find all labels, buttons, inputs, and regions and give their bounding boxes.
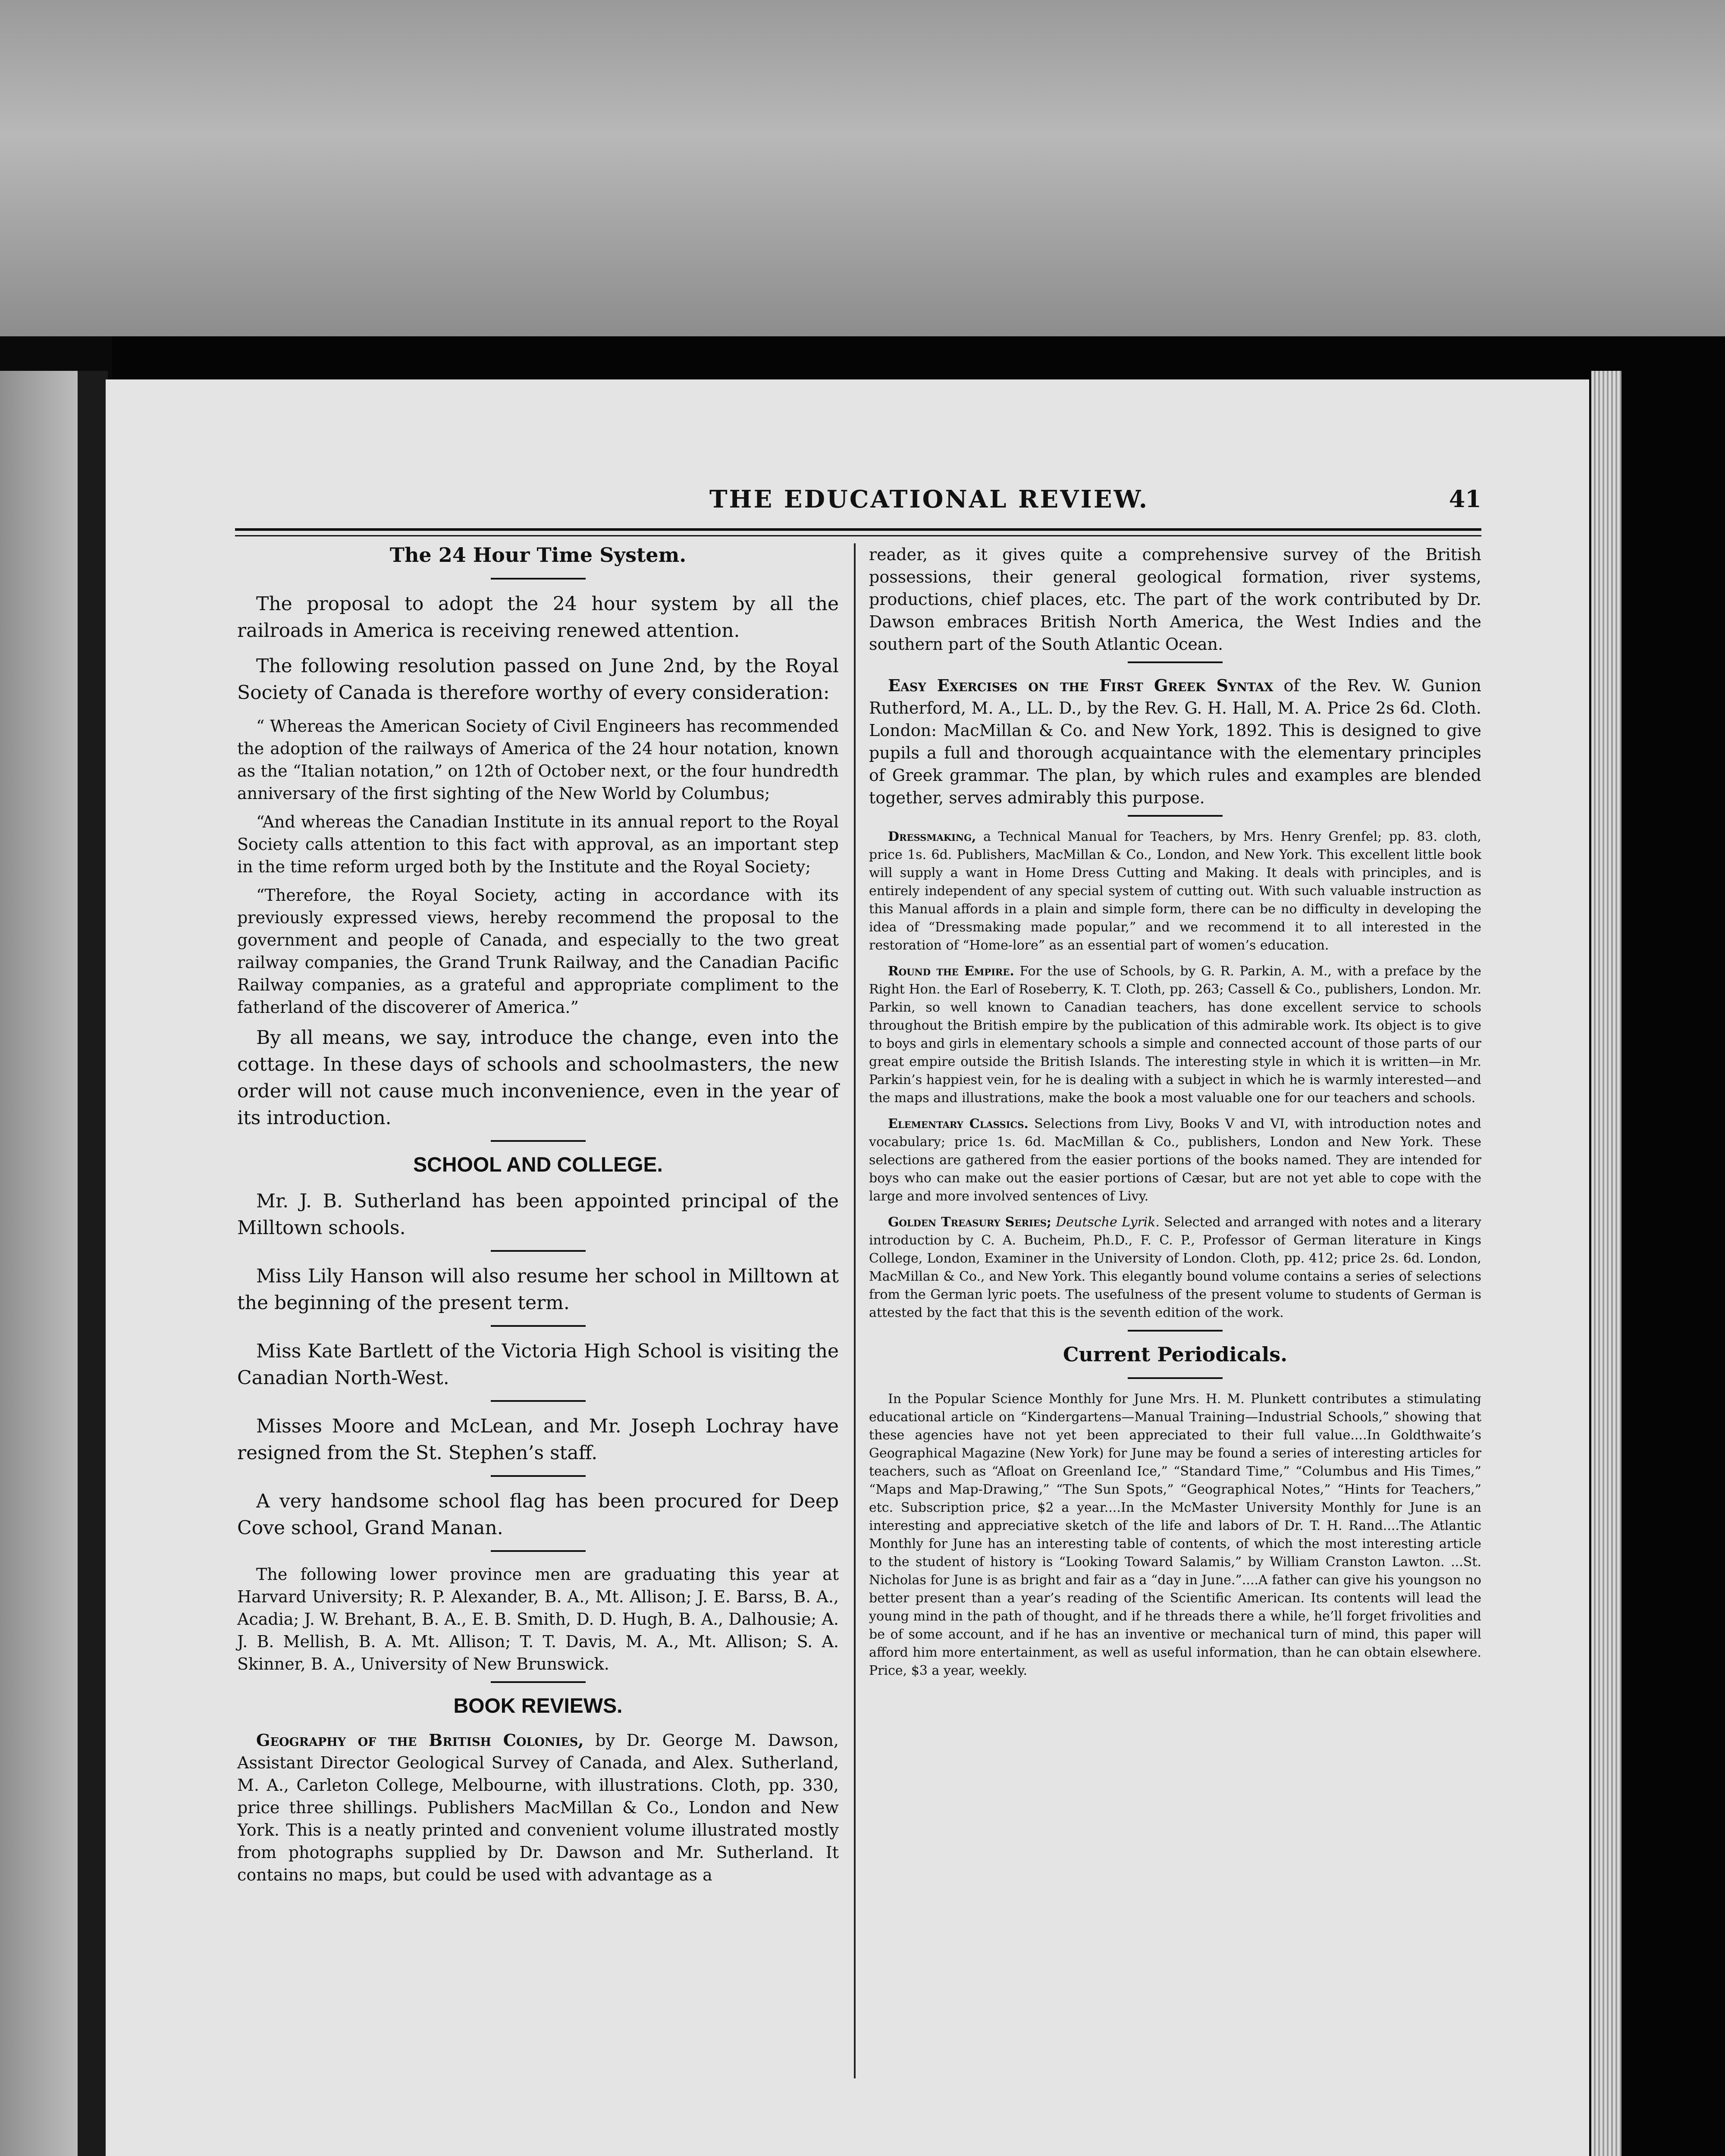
review-title: Round the Empire. xyxy=(888,964,1014,979)
news-item: Miss Kate Bartlett of the Victoria High School is visiting the Canadian North-West. xyxy=(237,1340,839,1389)
quoted-resolution: “Therefore, the Royal Society, acting in accordance with its previously expressed views, hereby recommend the proposal to the government and people of Canada, and especially to the two great railway companies, the Grand Trunk Railway, and the Canadian Pacific Railway companies, as a grateful and appropriate compliment to the fatherland of the discoverer of America.” xyxy=(237,886,839,1017)
left-column xyxy=(237,543,839,1892)
review-greek xyxy=(869,674,1481,809)
review-title: Geography of the British Colonies, xyxy=(256,1730,584,1750)
news-item: Mr. J. B. Sutherland has been appointed principal of the Milltown schools. xyxy=(237,1190,839,1239)
review-body: Selections from Livy, Books V and VI, with introduction notes and vocabulary; price 1s. 6d. MacMillan & Co., publishers, London and New York. These selections are gathered from the easier portions of the books named. They are intended for boys who can make out the easier portions of Cæsar, but are not yet able to cope with the large and more involved sentences of Livy. xyxy=(869,1116,1482,1204)
review-golden-treasury xyxy=(869,1213,1481,1322)
item-rule xyxy=(491,1550,586,1552)
review-classics xyxy=(869,1115,1481,1206)
document-page xyxy=(106,379,1589,2156)
item-rule xyxy=(491,1475,586,1477)
page-number: 41 xyxy=(1449,485,1481,513)
quoted-resolution: “ Whereas the American Society of Civil Engineers has recommended the adoption of the railways of America of the 24 hour notation, known as the “Italian notation,” on 12th of October next, or the four hundredth anniversary of the first sighting of the New World by Columbus; xyxy=(237,717,839,803)
periodicals-text: In the Popular Science Monthly for June Mrs. H. M. Plunkett contributes a stimulating educational article on “Kindergartens—Manual Training—Industrial Schools,” showing that these agencies have not yet been appreciated to their full value....In Goldthwaite’s Geographical Magazine (New York) for June may be found a series of interesting articles for teachers, such as “Afloat on Greenland Ice,” “Standard Time,” “Columbus and His Times,” “Maps and Map-Drawing,” “The Sun Spots,” “Geographical Notes,” “Hints for Teachers,” etc. Subscription price, $2 a year....In the McMaster University Monthly for June is an interesting and appreciative sketch of the life and labors of Dr. T. H. Rand....The Atlantic Monthly for June has an interesting table of contents, of which the most interesting article to the student of history is “Looking Toward Salamis,” by William Cranston Lawton. ...St. Nicholas for June is as bright and fair as a “day in June.”....A father can give his youngson no better present than a year’s reading of the Scientific American. Its contents will lead the young mind in the path of thought, and if he threads there a while, he’ll forget frivolities and be of some account, and if he has an inventive or mechanical turn of mind, this paper will afford him more entertainment, as well as useful information, than he can obtain elsewhere. Price, $3 a year, weekly. xyxy=(869,1391,1481,1678)
paragraph: The following resolution passed on June 2nd, by the Royal Society of Canada is therefore worthy of every consideration: xyxy=(237,655,839,704)
section-rule xyxy=(491,1140,586,1142)
page-stack-edge xyxy=(1591,371,1622,2156)
review-body: a Technical Manual for Teachers, by Mrs. Henry Grenfel; pp. 83. cloth, price 1s. 6d. Publishers, MacMillan & Co., London, and New York. This excellent little book will supply a want in Home Dress Cutting and Making. It deals with principles, and is entirely independent of any special system of cutting out. With such valuable instruction as this Manual affords in a plain and simple form, there can be no difficulty in developing the idea of “Dressmaking made popular,” and we recommend it to all interested in the restoration of “Home-lore” as an essential part of women’s education. xyxy=(869,829,1481,953)
section-heading-school-college: SCHOOL AND COLLEGE. xyxy=(413,1153,663,1176)
paragraph: The proposal to adopt the 24 hour system by all the railroads in America is receiving renewed attention. xyxy=(237,593,839,642)
section-rule xyxy=(1128,1330,1223,1332)
review-title-italic: Deutsche Lyrik. xyxy=(1056,1215,1160,1230)
item-rule xyxy=(491,1250,586,1252)
review-title: Dressmaking, xyxy=(888,829,976,844)
item-rule xyxy=(1128,661,1223,663)
header-rule xyxy=(235,528,1481,536)
review-title: Easy Exercises on the First Greek Syntax xyxy=(888,676,1273,695)
review-title: Elementary Classics. xyxy=(888,1116,1029,1131)
right-column xyxy=(869,543,1481,1688)
section-rule xyxy=(491,1681,586,1683)
paragraph: By all means, we say, introduce the change, even into the cottage. In these days of schools and schoolmasters, the new order will not cause much inconvenience, even in the year of its introduction. xyxy=(237,1027,839,1129)
section-heading-time-system: The 24 Hour Time System. xyxy=(389,543,687,567)
item-rule xyxy=(1128,815,1223,817)
review-title: Golden Treasury Series; xyxy=(888,1215,1051,1230)
review-body: of the Rev. W. Gunion Rutherford, M. A., LL. D., by the Rev. G. H. Hall, M. A. Price 2s 6d. Cloth. London: MacMillan & Co. and New York, 1892. This is designed to give pupils a full and thorough acquaintance with the elementary principles of Greek grammar. The plan, by which rules and examples are blended together, serves admirably this purpose. xyxy=(869,676,1481,807)
review-empire xyxy=(869,962,1481,1107)
review-geography xyxy=(237,1729,839,1886)
review-dressmaking xyxy=(869,828,1481,955)
item-rule xyxy=(491,1325,586,1327)
news-item: Misses Moore and McLean, and Mr. Joseph Lochray have resigned from the St. Stephen’s staff. xyxy=(237,1415,839,1464)
item-rule xyxy=(491,1400,586,1402)
journal-title: THE EDUCATIONAL REVIEW. xyxy=(709,485,1149,514)
scan-background-top xyxy=(0,0,1725,336)
news-item: A very handsome school flag has been procured for Deep Cove school, Grand Manan. xyxy=(237,1490,839,1539)
section-heading-book-reviews: BOOK REVIEWS. xyxy=(453,1695,623,1717)
book-spine xyxy=(78,371,108,2156)
heading-rule xyxy=(491,578,586,580)
news-item-graduates: The following lower province men are graduating this year at Harvard University; R. P. Alexander, B. A., Mt. Allison; J. E. Barss, B. A., Acadia; J. W. Brehant, B. A., E. B. Smith, D. D. Hugh, B. A., Dalhousie; A. J. B. Mellish, B. A. Mt. Allison; T. T. Davis, M. A., Mt. Allison; S. A. Skinner, B. A., University of New Brunswick. xyxy=(237,1565,839,1673)
review-body: by Dr. George M. Dawson, Assistant Director Geological Survey of Canada, and Alex. Sutherland, M. A., Carleton College, Melbourne, with illustrations. Cloth, pp. 330, price three shillings. Publishers MacMillan & Co., London and New York. This is a neatly printed and convenient volume illustrated mostly from photographs supplied by Dr. Dawson and Mr. Sutherland. It contains no maps, but could be used with advantage as a xyxy=(237,1731,839,1884)
heading-rule xyxy=(1128,1377,1223,1379)
review-body: For the use of Schools, by G. R. Parkin, A. M., with a preface by the Right Hon. the Earl of Roseberry, K. T. Cloth, pp. 263; Cassell & Co., publishers, London. Mr. Parkin, so well known to Canadian teachers, has done excellent service to schools throughout the British empire by the publication of this admirable work. Its object is to give to boys and girls in elementary schools a simple and connected account of those parts of our great empire outside the British Islands. The interesting style in which it is written—in Mr. Parkin’s happiest vein, for he is dealing with a subject in which he is warmly interested—and the maps and illustrations, make the book a most valuable one for our teachers and schools. xyxy=(869,964,1481,1106)
quoted-resolution: “And whereas the Canadian Institute in its annual report to the Royal Society calls attention to this fact with approval, as an important step in the time reform urged both by the Institute and the Royal Society; xyxy=(237,812,839,876)
news-item: Miss Lily Hanson will also resume her school in Milltown at the beginning of the present term. xyxy=(237,1265,839,1314)
review-body: Selected and arranged with notes and a literary introduction by C. A. Bucheim, Ph.D., F. C. P., Professor of German literature in Kings College, London, Examiner in the University of London. Cloth, pp. 412; price 2s. 6d. London, MacMillan & Co., and New York. This elegantly bound volume contains a series of selections from the German lyric poets. The usefulness of the present volume to students of German is attested by the fact that this is the seventh edition of the work. xyxy=(869,1215,1481,1320)
running-header xyxy=(235,485,1481,514)
section-heading-periodicals: Current Periodicals. xyxy=(1063,1343,1288,1366)
column-divider xyxy=(854,543,856,2078)
facing-page-edge xyxy=(0,371,78,2156)
review-geography-continued: reader, as it gives quite a comprehensive survey of the British possessions, their general geological formation, river systems, productions, chief places, etc. The part of the work contributed by Dr. Dawson embraces British North America, the West Indies and the southern part of the South Atlantic Ocean. xyxy=(869,545,1481,654)
